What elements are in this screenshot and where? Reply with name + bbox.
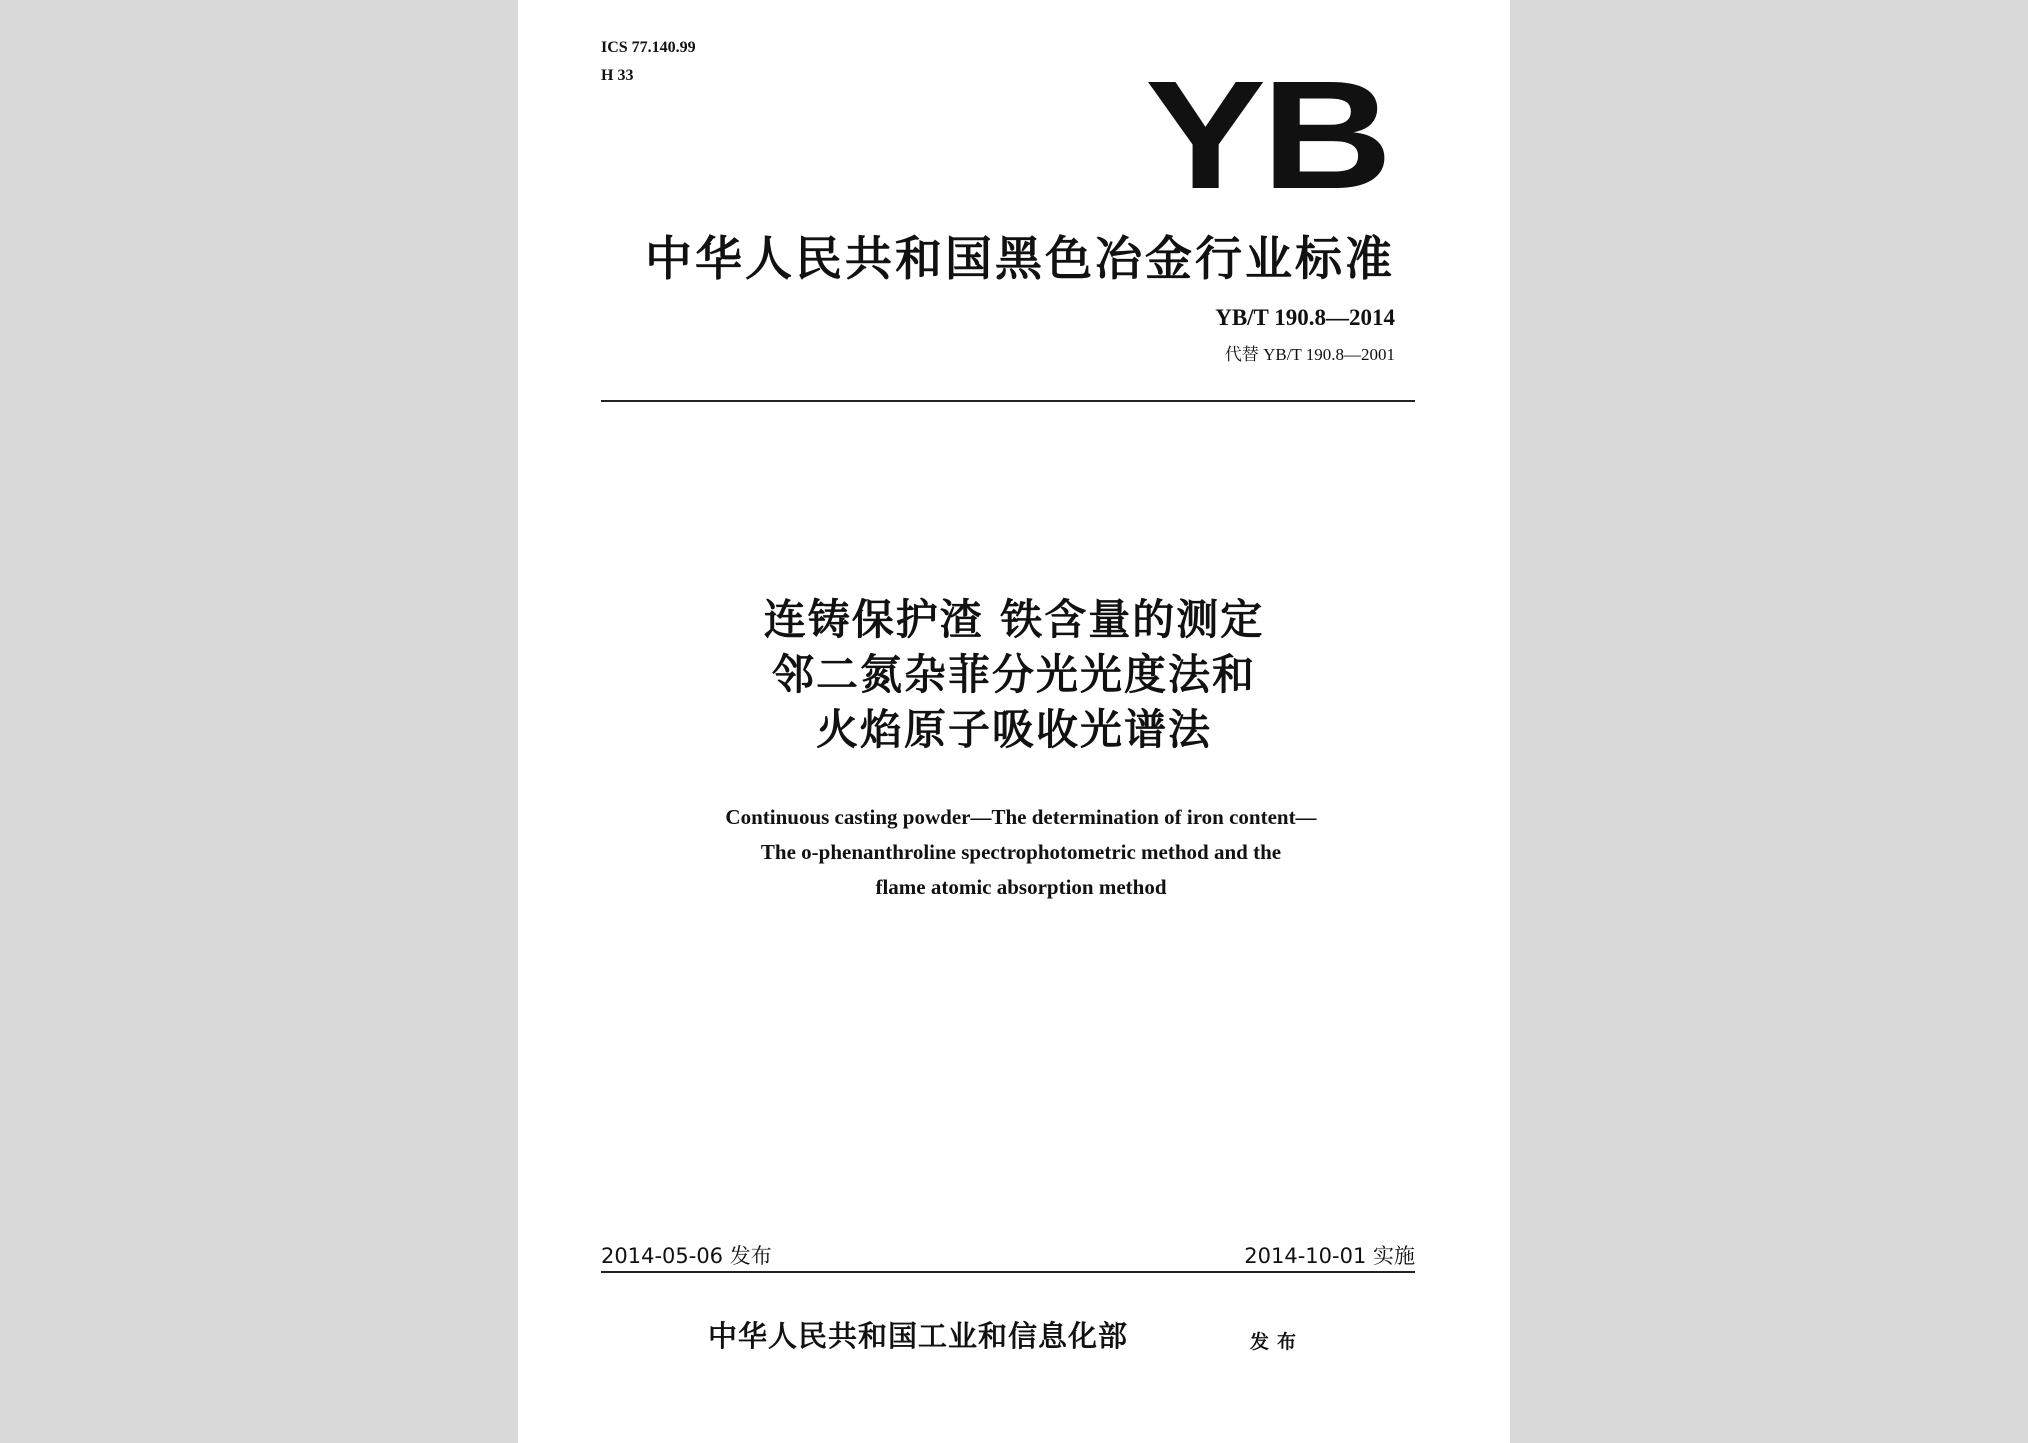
ccs-code: H 33 (601, 67, 634, 84)
title-cn-line: 火焰原子吸收光谱法 (815, 705, 1212, 754)
standard-category-title: 中华人民共和国黑色冶金行业标准 (645, 232, 1395, 287)
title-en-line: Continuous casting powder—The determination of iron content— (725, 805, 1317, 829)
effective-date: 2014-10-01 实施 (1244, 1244, 1415, 1268)
yb-logo: YB (1144, 49, 1388, 221)
classification-codes (601, 34, 696, 90)
issue-date: 2014-05-06 发布 (601, 1244, 772, 1268)
publish-label: 发布 (1250, 1331, 1305, 1353)
document-title-cn (518, 592, 1510, 757)
title-cn-line: 连铸保护渣 铁含量的测定 (763, 595, 1265, 644)
title-en-line: flame atomic absorption method (875, 875, 1167, 899)
publisher-name: 中华人民共和国工业和信息化部 (708, 1319, 1129, 1353)
document-page (518, 0, 1510, 1443)
title-cn-line: 邻二氮杂菲分光光度法和 (771, 650, 1256, 699)
top-divider (601, 400, 1415, 402)
document-title-en (518, 800, 1524, 905)
ics-code: ICS 77.140.99 (601, 39, 696, 56)
replaces-note: 代替 YB/T 190.8—2001 (1224, 345, 1395, 364)
bottom-divider (601, 1271, 1415, 1273)
standard-code: YB/T 190.8—2014 (1215, 305, 1395, 330)
title-en-line: The o-phenanthroline spectrophotometric method and the (760, 840, 1282, 864)
